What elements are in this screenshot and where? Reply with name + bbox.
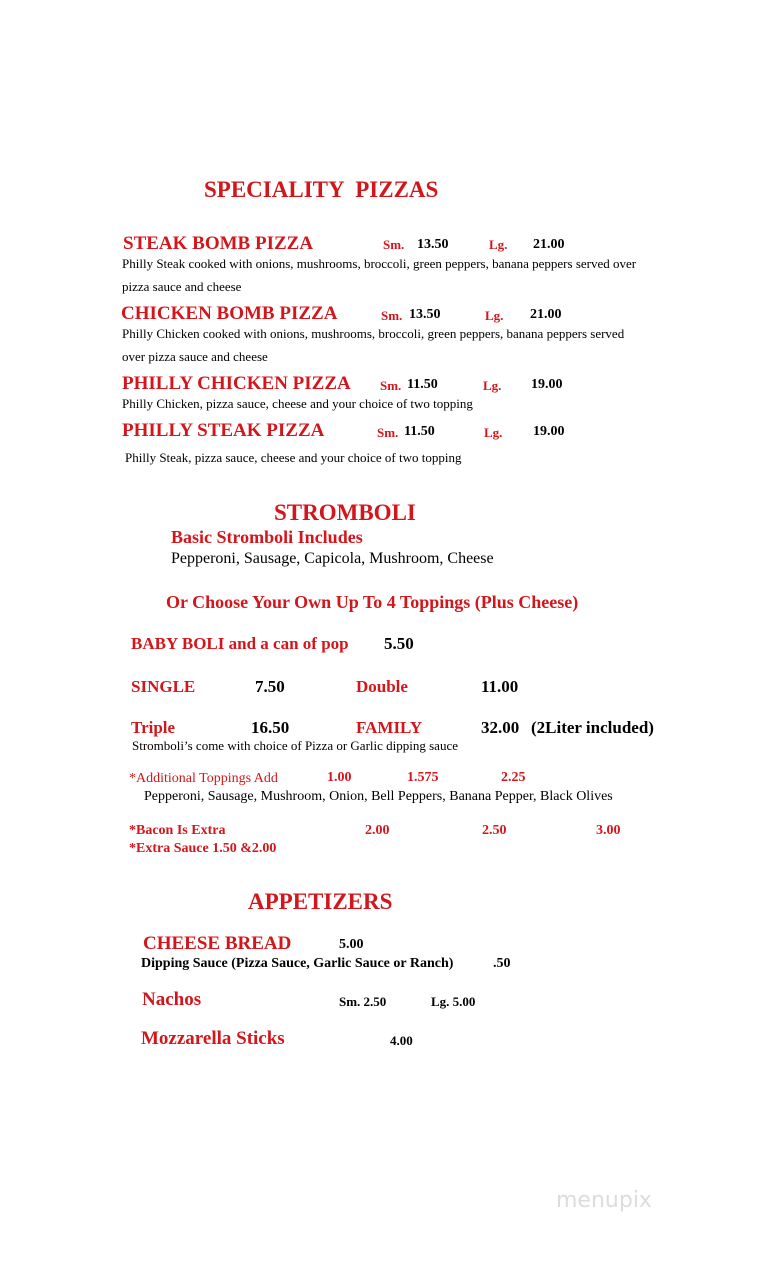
triple-label: Triple	[131, 718, 176, 737]
price: 19.00	[531, 377, 563, 392]
cheese-bread-label: CHEESE BREAD	[143, 933, 292, 954]
item-description: Philly Chicken, pizza sauce, cheese and your choice of two topping	[122, 396, 473, 411]
family-label: FAMILY	[356, 718, 423, 737]
size-label: Sm.	[383, 237, 405, 252]
menu-item-name: PHILLY CHICKEN PIZZA	[122, 373, 351, 394]
menu-item-name: STEAK BOMB PIZZA	[123, 233, 314, 254]
price: 11.50	[404, 424, 435, 439]
size-label: Lg.	[483, 378, 502, 393]
price: 19.00	[533, 424, 565, 439]
basic-stromboli-items: Pepperoni, Sausage, Capicola, Mushroom, Cheese	[171, 550, 494, 567]
stromboli-title: STROMBOLI	[274, 500, 416, 525]
price: 13.50	[409, 307, 441, 322]
double-label: Double	[356, 677, 408, 696]
size-label: Sm.	[380, 378, 402, 393]
price: Sm. 2.50	[339, 994, 387, 1009]
size-label: Sm.	[377, 425, 399, 440]
price: Lg. 5.00	[431, 994, 476, 1009]
size-label: Lg.	[489, 237, 508, 252]
item-description: Philly Steak cooked with onions, mushrooms, broccoli, green peppers, banana peppers served over	[122, 256, 637, 271]
bacon-label: *Bacon Is Extra	[129, 823, 226, 838]
price: 11.00	[481, 677, 519, 696]
price: 5.50	[384, 634, 414, 653]
price: 5.00	[339, 937, 364, 952]
price: 7.50	[255, 677, 285, 696]
price: 21.00	[530, 307, 562, 322]
price: 1.575	[407, 770, 439, 785]
price: .50	[493, 956, 511, 971]
price: 21.00	[533, 237, 565, 252]
price: 32.00	[481, 718, 520, 737]
item-description: Philly Chicken cooked with onions, mushrooms, broccoli, green peppers, banana peppers served	[122, 326, 625, 341]
dipping-sauce-note: Dipping Sauce (Pizza Sauce, Garlic Sauce or Ranch)	[141, 956, 454, 971]
baby-boli-label: BABY BOLI and a can of pop	[131, 634, 349, 653]
nachos-label: Nachos	[142, 989, 202, 1010]
size-label: Sm.	[381, 308, 403, 323]
extra-sauce-note: *Extra Sauce 1.50 &2.00	[129, 841, 277, 856]
price: 13.50	[417, 237, 449, 252]
single-label: SINGLE	[131, 677, 196, 696]
menu-item-name: PHILLY STEAK PIZZA	[122, 420, 325, 441]
choose-toppings-note: Or Choose Your Own Up To 4 Toppings (Plus Cheese)	[166, 592, 579, 612]
price: 2.50	[482, 823, 507, 838]
menu-item-name: CHICKEN BOMB PIZZA	[121, 303, 338, 324]
size-label: Lg.	[484, 425, 503, 440]
item-description: Philly Steak, pizza sauce, cheese and your choice of two topping	[125, 450, 462, 465]
price: 4.00	[390, 1033, 413, 1048]
watermark-logo: menupix	[556, 1188, 652, 1213]
additional-toppings-label: *Additional Toppings Add	[129, 771, 278, 786]
price: 2.25	[501, 770, 526, 785]
price: 1.00	[327, 770, 352, 785]
appetizers-title: APPETIZERS	[248, 889, 393, 914]
price: 11.50	[407, 377, 438, 392]
price: 3.00	[596, 823, 621, 838]
mozzarella-sticks-label: Mozzarella Sticks	[141, 1028, 285, 1049]
speciality-title: SPECIALITY PIZZAS	[204, 177, 439, 202]
price: 16.50	[251, 718, 290, 737]
family-note: (2Liter included)	[531, 718, 654, 737]
item-description: pizza sauce and cheese	[122, 279, 242, 294]
toppings-list: Pepperoni, Sausage, Mushroom, Onion, Bell Peppers, Banana Pepper, Black Olives	[144, 789, 613, 804]
price: 2.00	[365, 823, 390, 838]
basic-stromboli-label: Basic Stromboli Includes	[171, 527, 363, 547]
item-description: over pizza sauce and cheese	[122, 349, 268, 364]
size-label: Lg.	[485, 308, 504, 323]
sauce-note: Stromboli’s come with choice of Pizza or Garlic dipping sauce	[132, 738, 458, 753]
